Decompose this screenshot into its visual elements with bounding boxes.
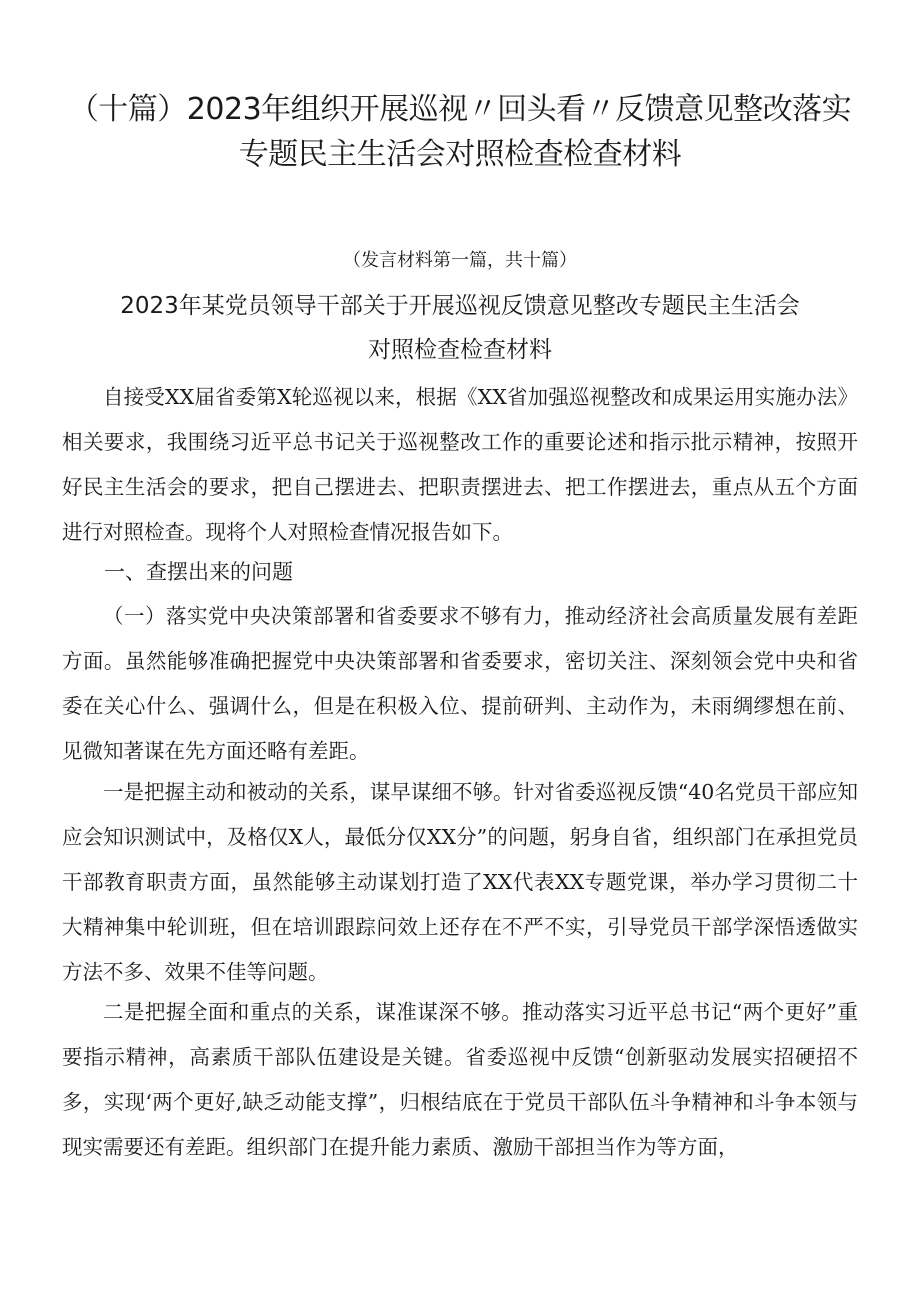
page-title-line-2: 专题民主生活会对照检查检查材料 xyxy=(238,137,682,172)
point-2-paragraph: 二是把握全面和重点的关系，谋准谋深不够。推动落实习近平总书记“两个更好”重要指示精神，高素质干部队伍建设是关键。省委巡视中反馈“创新驱动发展实招硬招不多，实现‘两个更好,缺乏动能支撑”，归根结底在于党员干部队伍斗争精神和斗争本领与现实需要还有差距。组织部门在提升能力素质、激励干部担当作为等方面， xyxy=(62,1000,858,1159)
document-title-line-1: 2023年某党员领导干部关于开展巡视反馈意见整改专题民主生活会 xyxy=(120,293,800,319)
section-heading-problems: 一、查摆出来的问题 xyxy=(104,560,293,584)
document-title-line-2: 对照检查检查材料 xyxy=(368,337,552,363)
section-item-1-paragraph: （一）落实党中央决策部署和省委要求不够有力，推动经济社会高质量发展有差距方面。虽然能够准确把握党中央决策部署和省委要求，密切关注、深刻领会党中央和省委在关心什么、强调什么，但是在积极入位、提前研判、主动作为，未雨绸缪想在前、见微知著谋在先方面还略有差距。 xyxy=(62,604,858,763)
intro-paragraph: 自接受XX届省委第X轮巡视以来，根据《XX省加强巡视整改和成果运用实施办法》相关要求，我围绕习近平总书记关于巡视整改工作的重要论述和指示批示精神，按照开好民主生活会的要求，把自己摆进去、把职责摆进去、把工作摆进去，重点从五个方面进行对照检查。现将个人对照检查情况报告如下。 xyxy=(62,385,858,544)
page-title-line-1: （十篇）2023年组织开展巡视〃回头看〃反馈意见整改落实 xyxy=(68,92,852,127)
speech-material-note: （发言材料第一篇，共十篇） xyxy=(343,250,577,271)
point-1-paragraph: 一是把握主动和被动的关系，谋早谋细不够。针对省委巡视反馈“40名党员干部应知应会知识测试中，及格仅X人，最低分仅XX分”的问题，躬身自省，组织部门在承担党员干部教育职责方面，虽然能够主动谋划打造了XX代表XX专题党课，举办学习贯彻二十大精神集中轮训班，但在培训跟踪问效上还存在不严不实，引导党员干部学深悟透做实方法不多、效果不佳等问题。 xyxy=(62,780,858,984)
